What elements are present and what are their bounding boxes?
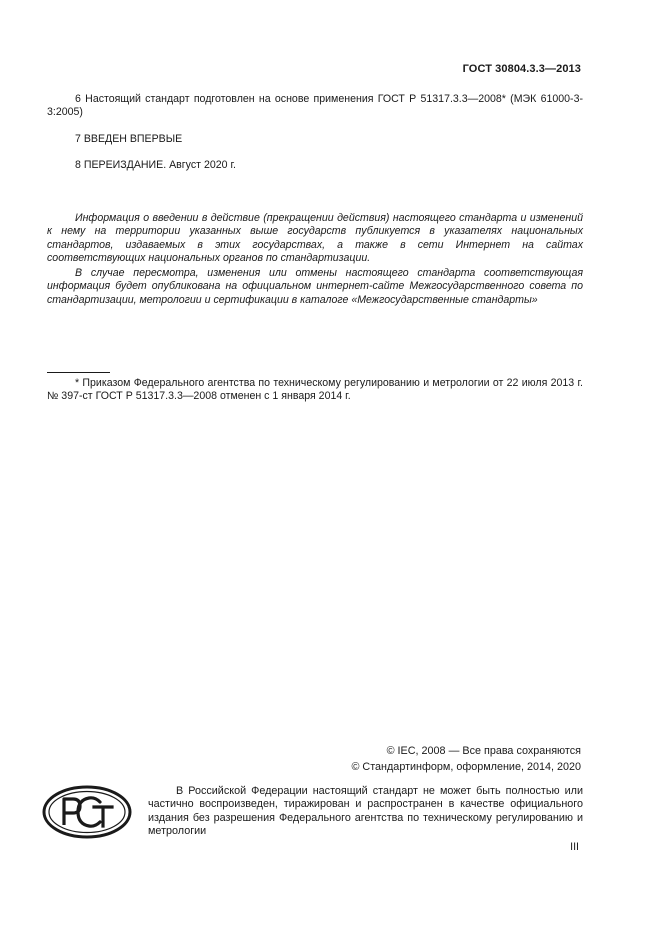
- info-paragraph-2: В случае пересмотра, изменения или отмены настоящего стандарта соответствующая информация будет опубликована на официальном интернет-сайте Межгосударственного совета по стандартизации, метрологии и сертификации в каталоге «Межгосударственные стандарты»: [47, 267, 583, 306]
- legal-notice: В Российской Федерации настоящий стандарт не может быть полностью или частично воспроизведен, тиражирован и распространен в качестве официального издания без разрешения Федерального агентства по техническому регулированию и метрологии: [148, 785, 583, 838]
- item-8-text: 8 ПЕРЕИЗДАНИЕ. Август 2020 г.: [75, 159, 236, 171]
- info-paragraph-1: Информация о введении в действие (прекращении действия) настоящего стандарта и изменений к нему на территории указанных выше государств публикуется в указателях национальных стандартов, издаваемых в этих государствах, а также в сети Интернет на сайтах соответствующих национальных органов по стандартизации.: [47, 212, 583, 265]
- copyright-standartinform: © Стандартинформ, оформление, 2014, 2020: [351, 761, 581, 773]
- footnote-text: * Приказом Федерального агентства по техническому регулированию и метрологии от 22 июля 2013 г. № 397-ст ГОСТ Р 51317.3.3—2008 отменен с 1 января 2014 г.: [47, 377, 583, 403]
- document-code: ГОСТ 30804.3.3—2013: [462, 63, 581, 75]
- rst-logo-icon: [42, 785, 132, 839]
- page-number: III: [570, 841, 579, 853]
- item-6-text: 6 Настоящий стандарт подготовлен на основе применения ГОСТ Р 51317.3.3—2008* (МЭК 61000-3-3:2005): [47, 93, 583, 119]
- footnote-divider: [47, 372, 110, 373]
- copyright-iec: © IEC, 2008 — Все права сохраняются: [386, 745, 581, 757]
- item-7-text: 7 ВВЕДЕН ВПЕРВЫЕ: [75, 133, 183, 145]
